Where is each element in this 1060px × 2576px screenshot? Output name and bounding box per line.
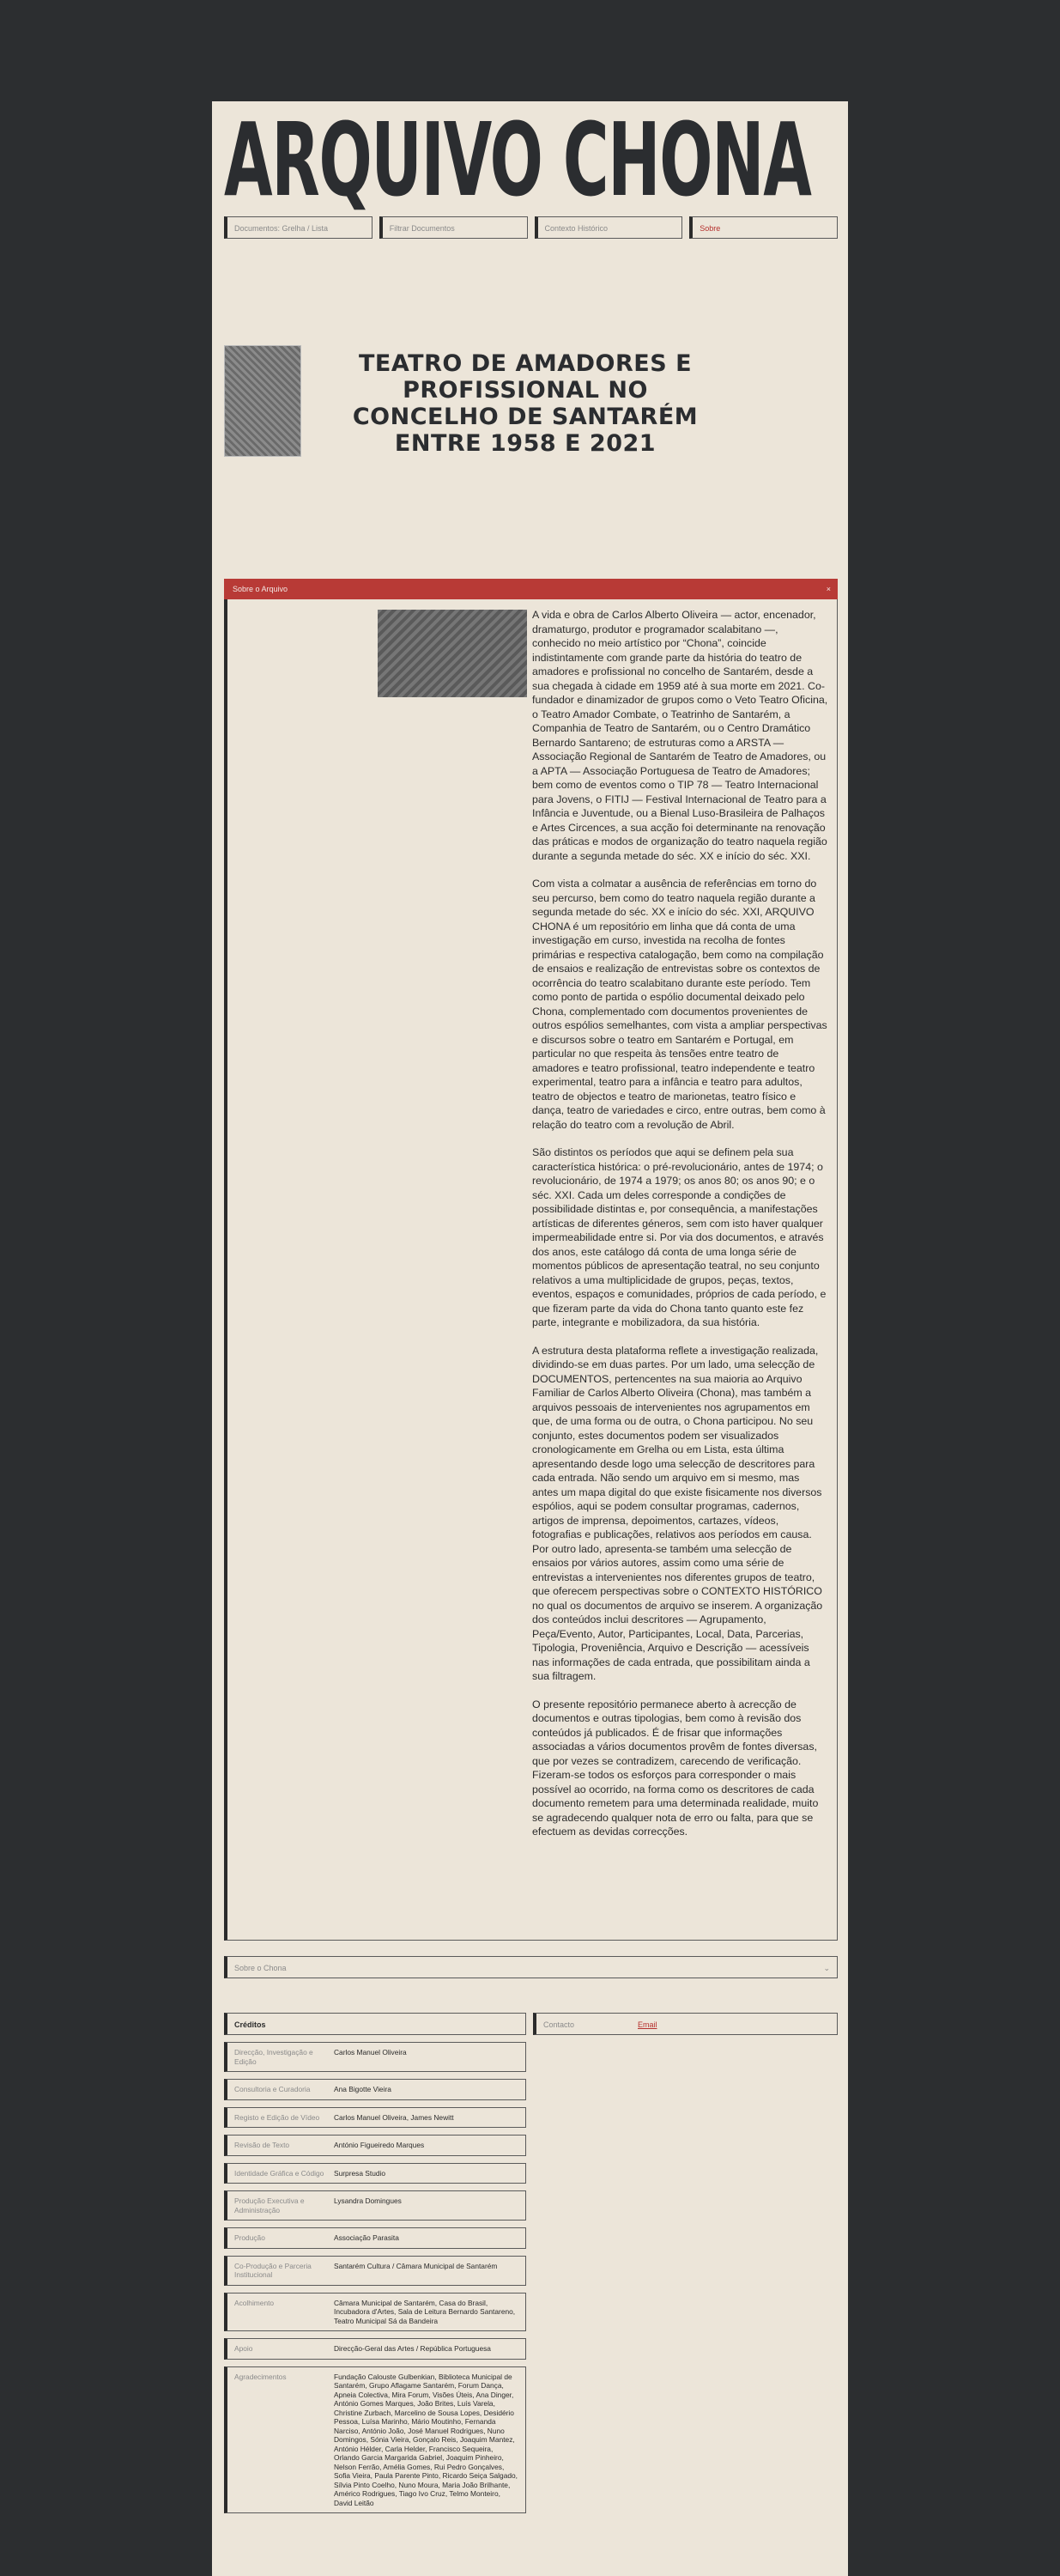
about-photo [378, 610, 527, 697]
credit-value: Lysandra Domingues [334, 2196, 402, 2205]
credit-row [224, 2227, 526, 2249]
credit-value: Câmara Municipal de Santarém, Casa do Brasil, Incubadora d'Artes, Sala de Leitura Bernardo Santareno, Teatro Municipal Sá da Bandeira [334, 2298, 516, 2325]
page [212, 101, 848, 2576]
about-paragraph: Com vista a colmatar a ausência de referências em torno do seu percurso, bem como do teatro naquela região durante a segunda metade do séc. XX e início do séc. XXI, ARQUIVO CHONA é um repositório em linha que dá conta de uma investigação em curso, investida na recolha de fontes primárias e respectiva catalogação, bem como na compilação de ensaios e realização de entrevistas sobre os contextos de ocorrência do teatro scalabitano durante este período. Tem como ponto de partida o espólio documental deixado pelo Chona, complementado com documentos provenientes de outros espólios semelhantes, com vista a ampliar perspectivas e discursos sobre o teatro em Santarém e Portugal, em particular no que respeita às tensões entre teatro de amadores e teatro profissional, teatro independente e teatro experimental, teatro para a infância e teatro para adultos, teatro de objectos e teatro de marionetas, teatro físico e dança, teatro de variedades e circo, entre outras, bem como à relação do teatro com a revolução de Abril. [532, 878, 827, 1131]
sobre-chona-toggle[interactable] [224, 1956, 838, 1978]
credit-value: Ana Bigotte Vieira [334, 2085, 391, 2093]
tab-filtrar[interactable]: Filtrar Documentos [379, 216, 528, 239]
hero-photo [224, 345, 301, 457]
credit-row [224, 2107, 526, 2129]
close-icon[interactable]: × [826, 585, 831, 593]
credit-row [224, 2366, 526, 2514]
brand-header [212, 101, 848, 213]
sobre-chona-label: Sobre o Chona [234, 1964, 287, 1972]
chevron-down-icon: ⌄ [823, 1964, 830, 1972]
tab-sobre[interactable]: Sobre [689, 216, 838, 239]
credit-row [224, 2163, 526, 2184]
credit-label: Produção Executiva e Administração [234, 2196, 305, 2215]
credit-value: Direcção-Geral das Artes / República Portuguesa [334, 2344, 491, 2353]
credit-label: Revisão de Texto [234, 2141, 290, 2149]
credit-row [224, 2256, 526, 2286]
contact [533, 2013, 838, 2035]
about-paragraph: A vida e obra de Carlos Alberto Oliveira — actor, encenador, dramaturgo, produtor e programador scalabitano —, conhecido no meio artístico por “Chona”, coincide indistintamente com grande parte da história do teatro de amadores e profissional no concelho de Santarém, desde a sua chegada à cidade em 1959 até à sua morte em 2021. Co-fundador e dinamizador de grupos como o Veto Teatro Oficina, o Teatro Amador Combate, o Teatrinho de Santarém, a Companhia de Teatro de Santarém, ou o Centro Dramático Bernardo Santareno; de estruturas como a ARSTA — Associação Regional de Santarém de Teatro de Amadores, ou a APTA — Associação Portuguesa de Teatro de Amadores; bem como de eventos como o TIP 78 — Teatro Internacional para Jovens, o FITIJ — Festival Internacional de Teatro para a Infância e Juventude, ou a Bienal Luso-Brasileira de Palhaços e Artes Circences, a sua acção foi determinante na renovação das práticas e modos de organização do teatro naquela região durante a segunda metade do séc. XX e início do séc. XXI. [532, 609, 828, 862]
page-title: TEATRO DE AMADORES E PROFISSIONAL NO CONCELHO DE SANTARÉM ENTRE 1958 E 2021 [352, 350, 699, 457]
credit-row [224, 2042, 526, 2072]
credit-label: Direcção, Investigação e Edição [234, 2048, 313, 2066]
credit-value: Surpresa Studio [334, 2168, 386, 2178]
credit-label: Acolhimento [234, 2298, 275, 2307]
contact-label: Contacto [543, 2020, 575, 2029]
credit-label: Co-Produção e Parceria Institucional [234, 2261, 312, 2279]
about-paragraph: São distintos os períodos que aqui se definem pela sua característica histórica: o pré-revolucionário, antes de 1974; o revolucionário, de 1974 a 1979; os anos 80; os anos 90; e o séc. XXI. Cada um deles corresponde a condições de possibilidade distintas e, por consequência, a manifestações artísticas de diferentes géneros, sem com isto haver qualquer impermeabilidade entre si. Por via dos documentos, e através dos anos, este catálogo dá conta de uma longa série de momentos públicos de apresentação teatral, no seu conjunto relativos a uma multiplicidade de grupos, peças, textos, eventos, espaços e comunidades, próprios de cada período, e que fizeram parte da vida do Chona tanto quanto este fez parte, integrante e mobilizadora, da sua história. [532, 1146, 827, 1328]
about-paragraph: A estrutura desta plataforma reflete a investigação realizada, dividindo-se em duas partes. Por um lado, uma selecção de DOCUMENTOS, pertencentes na sua maioria ao Arquivo Familiar de Carlos Alberto Oliveira (Chona), mas também a arquivos pessoais de intervenientes nos agrupamentos em que, de uma forma ou de outra, o Chona participou. No seu conjunto, estes documentos podem ser visualizados cronologicamente em Grelha ou em Lista, esta última apresentando desde logo uma selecção de descritores para cada entrada. Não sendo um arquivo em si mesmo, mas antes um mapa digital do que existe fisicamente nos diversos espólios, aqui se podem consultar programas, cadernos, artigos de imprensa, depoimentos, cartazes, vídeos, fotografias e publicações, relativos aos períodos em causa. Por outro lado, apresenta-se também uma selecção de ensaios por vários autores, assim como uma série de entrevistas a intervenientes nos diferentes grupos de teatro, que oferecem perspectivas sobre o CONTEXTO HISTÓRICO no qual os documentos de arquivo se inserem. A organização dos conteúdos inclui descritores — Agrupamento, Peça/Evento, Autor, Participantes, Local, Data, Parcerias, Tipologia, Proveniência, Arquivo e Descrição — acessíveis nas informações de cada entrada, que possibilitam ainda a sua filtragem. [532, 1344, 823, 1682]
about-paragraph: O presente repositório permanece aberto à acrecção de documentos e outras tipologias, bem como à revisão dos conteúdos já publicados. É de frisar que informações associadas a vários documentos provêm de fontes diversas, que por vezes se contradizem, carecendo de verificação. Fizeram-se todos os esforços para corresponder o mais possível ao ocorrido, na forma como os descritores de cada documento remetem para uma determinada realidade, muito se agradecendo qualquer nota de erro ou falta, para que se efectuem as devidas correcções. [532, 1698, 819, 1838]
tab-contexto[interactable]: Contexto Histórico [535, 216, 683, 239]
credit-label: Produção [234, 2233, 265, 2242]
about-text [532, 608, 828, 1853]
credit-row [224, 2135, 526, 2156]
about-panel-title: Sobre o Arquivo [233, 585, 288, 593]
credit-row [224, 2338, 526, 2360]
credit-value: Santarém Cultura / Câmara Municipal de Santarém [334, 2261, 498, 2270]
about-panel [224, 599, 838, 1941]
credit-value: Carlos Manuel Oliveira, James Newitt [334, 2112, 454, 2122]
credit-value: Carlos Manuel Oliveira [334, 2048, 407, 2057]
credit-value: António Figueiredo Marques [334, 2141, 425, 2149]
credits [224, 2013, 526, 2520]
credit-label: Identidade Gráfica e Código [234, 2168, 324, 2178]
credit-row [224, 2079, 526, 2100]
credit-label: Consultoria e Curadoria [234, 2085, 311, 2093]
credit-label: Agradecimentos [234, 2372, 287, 2381]
credit-label: Apoio [234, 2344, 253, 2353]
site-logo[interactable]: ARQUIVO CHONA [224, 101, 811, 213]
credit-label: Registo e Edição de Vídeo [234, 2112, 320, 2122]
credit-value: Associação Parasita [334, 2233, 399, 2242]
about-panel-header[interactable] [224, 579, 838, 599]
main-nav [224, 216, 838, 240]
credit-row [224, 2293, 526, 2332]
tab-documentos[interactable]: Documentos: Grelha / Lista [224, 216, 373, 239]
credit-row [224, 2190, 526, 2221]
credits-header: Créditos [224, 2013, 526, 2035]
email-link[interactable]: Email [638, 2020, 657, 2029]
credit-value: Fundação Calouste Gulbenkian, Biblioteca Municipal de Santarém, Grupo Aflagame Santarém, Forum Dança, Apneia Colectiva, Mira Forum, Visões Úteis, Ana Dinger, António Gomes Marques, João Brites, Luís Varela, Christine Zurbach, Marcelino de Sousa Lopes, Desidério Pessoa, Luísa Marinho, Mário Moutinho, Fernanda Narciso, António João, José Manuel Rodrigues, Nuno Domingos, Sónia Vieira, Gonçalo Reis, Joaquim Mantez, António Hélder, Carla Helder, Francisco Sequeira, Orlando Garcia Margarida Gabriel, Joaquim Pinheiro, Nelson Ferrão, Amélia Gomes, Rui Pedro Gonçalves, Sofia Vieira, Paula Parente Pinto, Ricardo Seiça Salgado, Sílvia Pinto Coelho, Nuno Moura, Maria João Brilhante, Américo Rodrigues, Tiago Ivo Cruz, Telmo Monteiro, David Leitão [334, 2372, 518, 2507]
